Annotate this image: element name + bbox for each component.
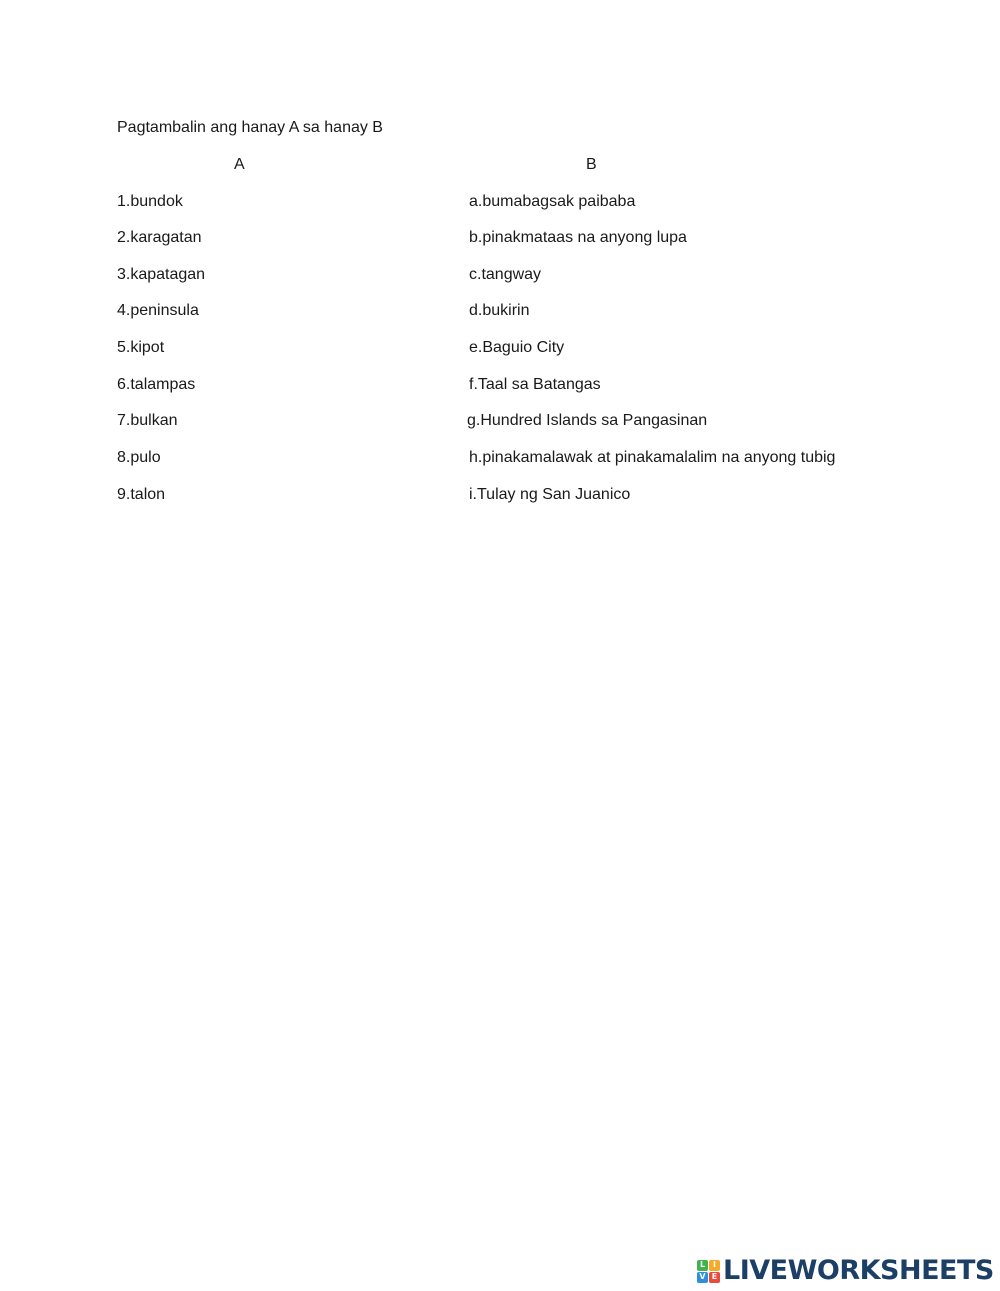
column-b-header: B bbox=[586, 156, 597, 173]
logo-text: LIVEWORKSHEETS bbox=[723, 1255, 994, 1286]
column-b-item: i.Tulay ng San Juanico bbox=[469, 486, 631, 503]
column-a-item: 4.peninsula bbox=[117, 302, 199, 319]
column-a-item: 3.kapatagan bbox=[117, 266, 206, 283]
logo-blocks-icon bbox=[697, 1260, 720, 1283]
column-b-item: c.tangway bbox=[469, 266, 542, 283]
column-b-item: b.pinakmataas na anyong lupa bbox=[469, 229, 687, 246]
column-b-item: h.pinakamalawak at pinakamalalim na anyong tubig bbox=[469, 449, 836, 466]
column-a-item: 6.talampas bbox=[117, 376, 196, 393]
logo-block-v: V bbox=[697, 1272, 708, 1283]
logo-block-l: L bbox=[697, 1260, 708, 1271]
column-b-item: g.Hundred Islands sa Pangasinan bbox=[467, 412, 708, 429]
column-a-item: 1.bundok bbox=[117, 193, 183, 210]
column-a-header: A bbox=[234, 156, 245, 173]
liveworksheets-logo bbox=[697, 1256, 994, 1286]
column-a-item: 9.talon bbox=[117, 486, 166, 503]
column-b-item: a.bumabagsak paibaba bbox=[469, 193, 636, 210]
column-a-item: 8.pulo bbox=[117, 449, 161, 466]
column-a-item: 2.karagatan bbox=[117, 229, 202, 246]
column-b-item: f.Taal sa Batangas bbox=[469, 376, 601, 393]
logo-block-e: E bbox=[709, 1272, 720, 1283]
column-b-item: e.Baguio City bbox=[469, 339, 565, 356]
logo-block-i: I bbox=[709, 1260, 720, 1271]
column-a-item: 5.kipot bbox=[117, 339, 165, 356]
column-a-item: 7.bulkan bbox=[117, 412, 178, 429]
column-b-item: d.bukirin bbox=[469, 302, 530, 319]
instruction-text: Pagtambalin ang hanay A sa hanay B bbox=[117, 119, 383, 136]
